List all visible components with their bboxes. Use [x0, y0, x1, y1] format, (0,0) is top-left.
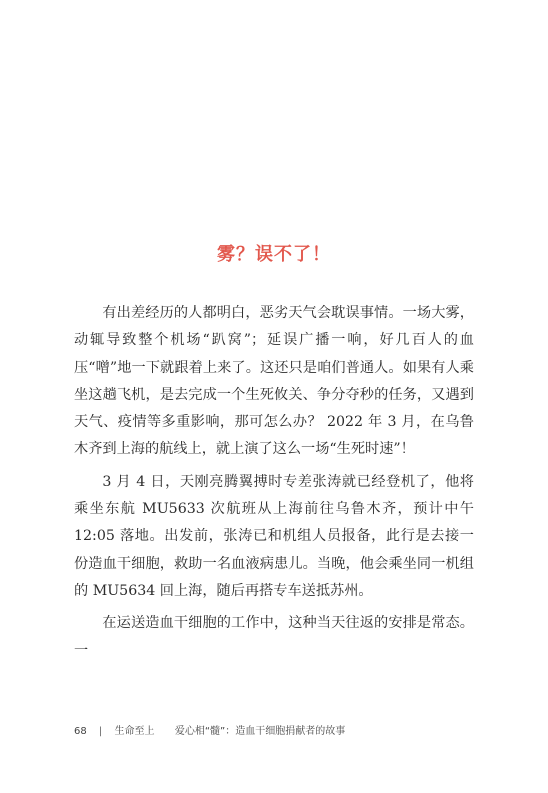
page-number: 68	[74, 726, 87, 737]
book-title: 生命至上	[114, 726, 155, 737]
paragraph-2: 3 月 4 日，天刚亮腾翼搏时专差张涛就已经登机了，他将乘坐东航 MU5633 次航班从上海前往乌鲁木齐，预计中午 12:05 落地。出发前，张涛已和机组人员报备，此行是去接一份造血干细胞，救助一名血液病患儿。当晚，他会乘坐同一机组的 MU5634 回上海，随后再搭专车送抵苏州。	[74, 473, 474, 599]
paragraph-1: 有出差经历的人都明白，恶劣天气会耽误事情。一场大雾，动辄导致整个机场“趴窝”；延误广播一响，好几百人的血压“噌”地一下就跟着上来了。这还只是咱们普通人。如果有人乘坐这趟飞机，是去完成一个生死攸关、争分夺秒的任务，又遇到天气、疫情等多重影响，那可怎么办？ 2022 年 3 月，在乌鲁木齐到上海的航线上，就上演了这么一场“生死时速”！	[74, 305, 474, 458]
body-text	[74, 300, 474, 670]
chapter-title: 雾？误不了！	[217, 244, 331, 265]
paragraph-3: 在运送造血干细胞的工作中，这种当天往返的安排是常态。一	[74, 615, 474, 659]
footer-separator: |	[98, 726, 103, 737]
page-footer	[74, 722, 345, 737]
book-subtitle: 爱心相“髓”：造血干细胞捐献者的故事	[174, 726, 346, 737]
